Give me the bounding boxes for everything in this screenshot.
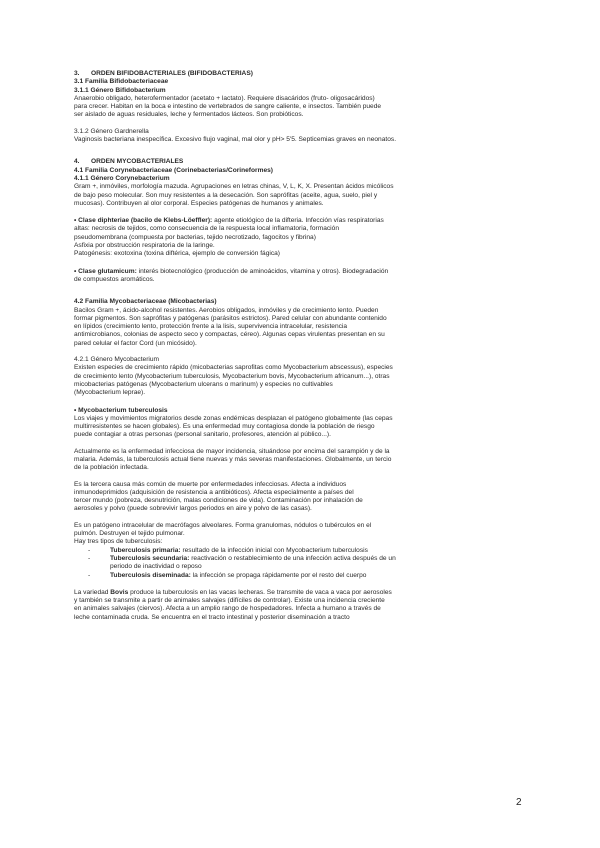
paragraph-line: Los viajes y movimientos migratorios desde zonas endémicas desplazan el patógeno globalmente (las cepas [74, 414, 393, 422]
tuberculosis-heading: • Mycobacterium tuberculosis [74, 406, 168, 414]
family-3-1-heading: 3.1 Familia Bifidobacteriaceae [74, 78, 169, 86]
paragraph-line: puede contagiar a otras personas (personal sanitario, profesores, atención al público...). [74, 431, 331, 439]
paragraph-line: ser aislado de aguas residuales, leche y fermentados lácteos. Son probióticos. [74, 111, 304, 119]
paragraph-line: tercer mundo (pobreza, desnutrición, malas condiciones de vida). Contaminación por inhalación de [74, 497, 363, 505]
paragraph-line: Bacilos Gram +, ácido-alcohol resistentes. Aerobios obligados, inmóviles y de crecimiento lento. Pueden [74, 306, 379, 314]
paragraph-line: Actualmente es la enfermedad infecciosa de mayor incidencia, situándose por encima del sarampión y de la [74, 447, 390, 455]
glutamicum-paragraph: • Clase glutamicum: interés biotecnológico (producción de aminoácidos, vitamina y otros). Biodegradación [74, 267, 389, 275]
genus-3-1-2-heading: 3.1.2 Género Gardnerella [74, 127, 149, 135]
paragraph-line: Es un patógeno intracelular de macrófagos alveolares. Forma granulomas, nódulos o tubérculos en el [74, 521, 372, 529]
paragraph-line: pared celular el factor Cord (un micósido). [74, 339, 197, 347]
paragraph-line: en lípidos (crecimiento lento, protección frente a la lisis, supervivencia intracelular, resistencia [74, 323, 348, 331]
paragraph-line: pulmón. Destruyen el tejido pulmonar. [74, 530, 185, 538]
paragraph-line: para crecer. Habitan en la boca e intestino de vertebrados de sangre caliente, e insectos. También puede [74, 103, 382, 111]
section-3-heading: 3. ORDEN BIFIDOBACTERIALES (BIFIDOBACTERIAS) [74, 70, 253, 77]
paragraph-line: mucosas). Contribuyen al olor corporal. Especies patógenas de humanos y animales. [74, 199, 324, 207]
list-item: - Tuberculosis secundaria: reactivación o restablecimiento de una infección activa después de un [110, 555, 534, 563]
paragraph-line: Existen especies de crecimiento rápido (micobacterias saprofitas como Mycobacterium abscessus), especies [74, 364, 393, 372]
paragraph-line: Asfixia por obstrucción respiratoria de la laringe. [74, 242, 215, 250]
paragraph-line: inmunodeprimidos (adquisición de resistencia a antibióticos). Afecta especialmente a países del [74, 488, 354, 496]
paragraph-line: altas: necrosis de tejidos, como consecuencia de la respuesta local inflamatoria, formación [74, 225, 339, 233]
paragraph-line: Gram +, inmóviles, morfología mazuda. Agrupaciones en letras chinas, V, L, K, X. Presentan ácidos micólicos [74, 183, 394, 191]
document-page [74, 70, 534, 622]
paragraph-line: de crecimiento lento (Mycobacterium tuberculosis, Mycobacterium bovis, Mycobacterium africanum...), otras [74, 372, 390, 380]
paragraph-line: antimicrobianos, colonias de aspecto seco y compactas, céreo). Algunas cepas virulentas presentan en su [74, 331, 385, 339]
paragraph-line: formar pigmentos. Son saprófitas y patógenas (parásitos estrictos). Pared celular con abundante contenido [74, 314, 387, 322]
list-item-continuation: periodo de inactividad o reposo [110, 563, 202, 571]
paragraph-line: (Mycobacterium leprae). [74, 389, 146, 397]
family-4-1-heading: 4.1 Familia Corynebacteriaceae (Corinebacterias/Corineformes) [74, 166, 273, 174]
paragraph-line: de la población infectada. [74, 464, 149, 472]
paragraph-line: en animales salvajes (ciervos). Afecta a un amplio rango de hospedadores. Infecta a humano a través de [74, 605, 381, 613]
genus-3-1-1-heading: 3.1.1 Género Bifidobacterium [74, 86, 166, 94]
paragraph-line: Es la tercera causa más común de muerte por enfermedades infecciosas. Afecta a individuos [74, 480, 347, 488]
genus-4-2-1-heading: 4.2.1 Género Mycobacterium [74, 356, 160, 364]
page-number: 2 [516, 797, 522, 808]
paragraph-line: Vaginosis bacteriana inespecífica. Excesivo flujo vaginal, mal olor y pH> 5'5. Septicemias graves en neonatos. [74, 136, 397, 144]
bovis-paragraph: La variedad Bovis produce la tuberculosis en las vacas lecheras. Se transmite de vaca a vaca por aerosoles [74, 588, 392, 596]
paragraph-line: pseudomembrana (compuesta por bacterias, tejido necrotizado, fagocitos y fibrina) [74, 233, 316, 241]
section-4-heading: 4. ORDEN MYCOBACTERIALES [74, 158, 184, 166]
list-item: - Tuberculosis diseminada: la infección se propaga rápidamente por el resto del cuerpo [110, 572, 534, 580]
paragraph-line: Anaerobio obligado, heterofermentador (acetato + lactato). Requiere disacáridos (fruto- oligosacáridos) [74, 94, 375, 102]
paragraph-line: aerosoles y polvo (puede sobrevivir largos periodos en aire y polvo de las casas). [74, 505, 312, 513]
paragraph-line: de compuestos aromáticos. [74, 275, 155, 283]
paragraph-line: Patogénesis: exotoxina (toxina diftérica, ejemplo de conversión fágica) [74, 250, 280, 258]
paragraph-line: y también se transmite a partir de animales salvajes (difíciles de controlar). Existe una incidencia creciente [74, 597, 385, 605]
list-item: - Tuberculosis primaria: resultado de la infección inicial con Mycobacterium tuberculosis [110, 547, 534, 555]
paragraph-line: micobacterias patógenas (Mycobacterium ulcerans o marinum) y especies no cultivables [74, 380, 333, 388]
tuberculosis-types-list [74, 547, 534, 580]
paragraph-line: leche contaminada cruda. Se encuentra en el tracto intestinal y posterior diseminación a tracto [74, 613, 350, 621]
paragraph-line: multirresistentes se hacen globales). Es una enfermedad muy contagiosa donde la población de riesgo [74, 423, 375, 431]
paragraph-line: de bajo peso molecular. Son muy resistentes a la desecación. Son saprófitas (aceite, agua, suelo, piel y [74, 191, 378, 199]
diphteriae-paragraph: • Clase diphteriae (bacilo de Klebs-Löeffler): agente etiológico de la difteria. Infección vías respiratorias [74, 217, 384, 225]
genus-4-1-1-heading: 4.1.1 Género Corynebacterium [74, 174, 170, 182]
paragraph-line: malaria. Además, la tuberculosis actual tiene nuevas y más severas manifestaciones. Globalmente, un tercio [74, 455, 392, 463]
paragraph-line: Hay tres tipos de tuberculosis: [74, 538, 163, 546]
family-4-2-heading: 4.2 Familia Mycobacteriaceae (Micobacterias) [74, 298, 217, 306]
